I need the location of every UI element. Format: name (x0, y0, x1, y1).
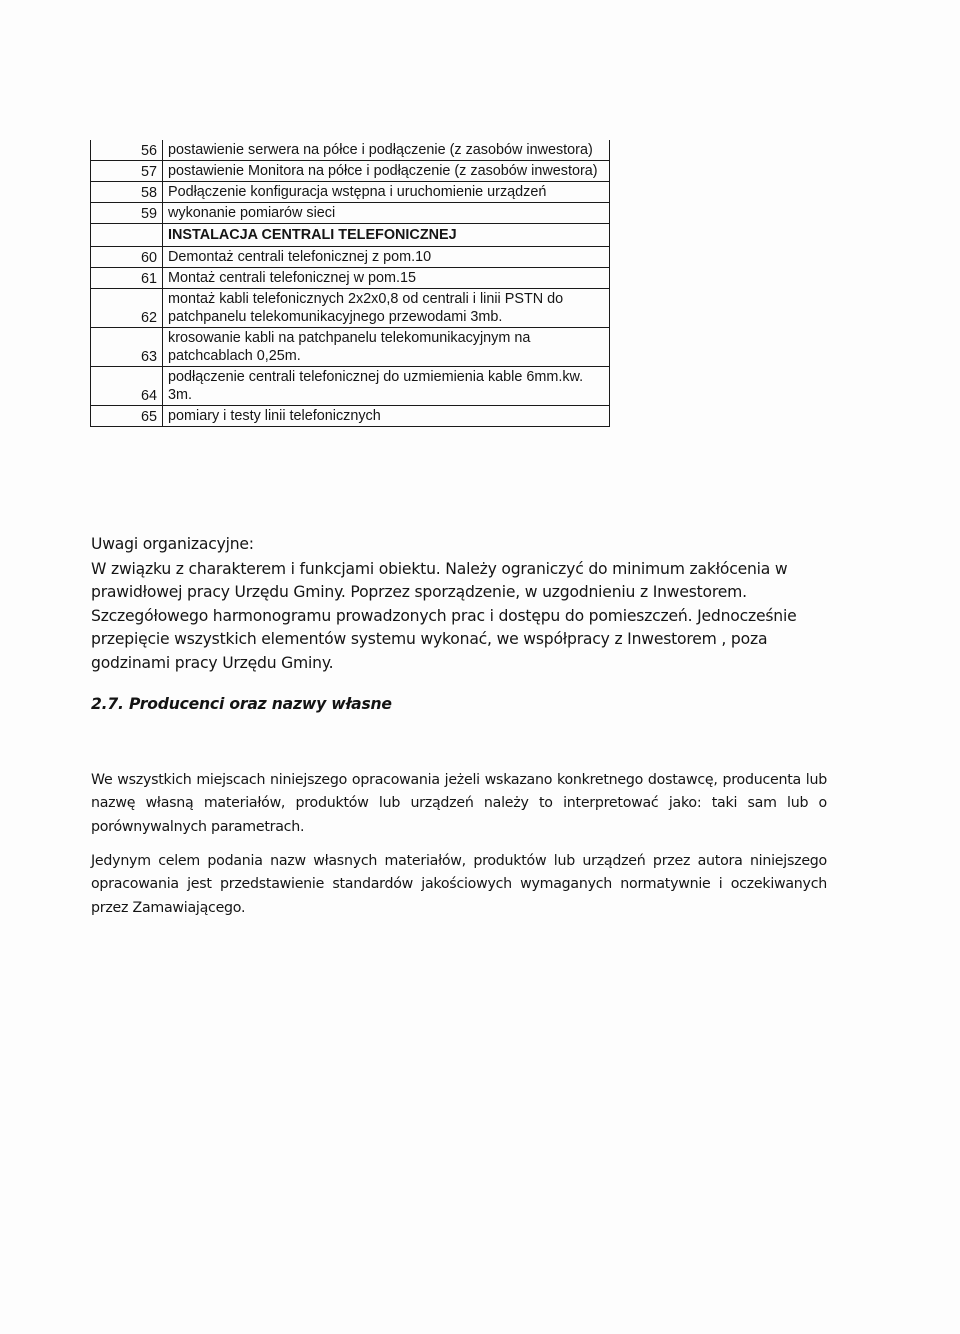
table-section-heading: INSTALACJA CENTRALI TELEFONICZNEJ (163, 224, 610, 247)
row-number: 60 (91, 247, 163, 268)
table-row (91, 289, 610, 328)
row-description: podłączenie centrali telefonicznej do uzmiemienia kable 6mm.kw. 3m. (163, 367, 610, 406)
table-row (91, 328, 610, 367)
row-description: krosowanie kabli na patchpanelu telekomunikacyjnym na patchcablach 0,25m. (163, 328, 610, 367)
row-number: 64 (91, 367, 163, 406)
table-row (91, 247, 610, 268)
row-description: montaż kabli telefonicznych 2x2x0,8 od centrali i linii PSTN do patchpanelu telekomunikacyjnego przewodami 3mb. (163, 289, 610, 328)
row-number: 59 (91, 203, 163, 224)
row-number: 65 (91, 406, 163, 427)
row-description: Montaż centrali telefonicznej w pom.15 (163, 268, 610, 289)
notes-line: W związku z charakterem i funkcjami obiektu. Należy ograniczyć do minimum zakłócenia w (91, 559, 788, 578)
row-description: Demontaż centrali telefonicznej z pom.10 (163, 247, 610, 268)
table-row (91, 140, 610, 161)
notes-line: Szczegółowego harmonogramu prowadzonych prac i dostępu do pomieszczeń. Jednocześnie (91, 606, 797, 625)
row-number: 57 (91, 161, 163, 182)
row-number: 63 (91, 328, 163, 367)
row-number (91, 224, 163, 247)
row-description: pomiary i testy linii telefonicznych (163, 406, 610, 427)
organizational-notes (91, 533, 851, 676)
row-number: 56 (91, 140, 163, 161)
row-number: 61 (91, 268, 163, 289)
table-row (91, 203, 610, 224)
works-table (90, 140, 610, 427)
table-row (91, 161, 610, 182)
row-description: Podłączenie konfiguracja wstępna i uruchomienie urządzeń (163, 182, 610, 203)
table-row (91, 406, 610, 427)
table-row (91, 182, 610, 203)
notes-line: godzinami pracy Urzędu Gminy. (91, 653, 334, 672)
row-number: 62 (91, 289, 163, 328)
row-number: 58 (91, 182, 163, 203)
section-heading: 2.7. Producenci oraz nazwy własne (91, 695, 392, 713)
notes-line: prawidłowej pracy Urzędu Gminy. Poprzez sporządzenie, w uzgodnieniu z Inwestorem. (91, 583, 747, 602)
table-row (91, 268, 610, 289)
row-description: postawienie Monitora na półce i podłączenie (z zasobów inwestora) (163, 161, 610, 182)
paragraph: Jedynym celem podania nazw własnych materiałów, produktów lub urządzeń przez autora niniejszego opracowania jest przedstawienie standardów jakościowych wymaganych normatywnie i oczekiwanych przez Zamawiającego. (91, 853, 827, 916)
paragraph: We wszystkich miejscach niniejszego opracowania jeżeli wskazano konkretnego dostawcę, producenta lub nazwę własną materiałów, produktów lub urządzeń należy to interpretować jako: taki sam lub o porównywalnych parametrach. (91, 772, 827, 835)
notes-title: Uwagi organizacyjne: (91, 535, 254, 553)
row-description: postawienie serwera na półce i podłączenie (z zasobów inwestora) (163, 140, 610, 161)
table-row (91, 367, 610, 406)
table-section-row (91, 224, 610, 247)
row-description: wykonanie pomiarów sieci (163, 203, 610, 224)
notes-line: przepięcie wszystkich elementów systemu wykonać, we współpracy z Inwestorem , poza (91, 630, 768, 649)
